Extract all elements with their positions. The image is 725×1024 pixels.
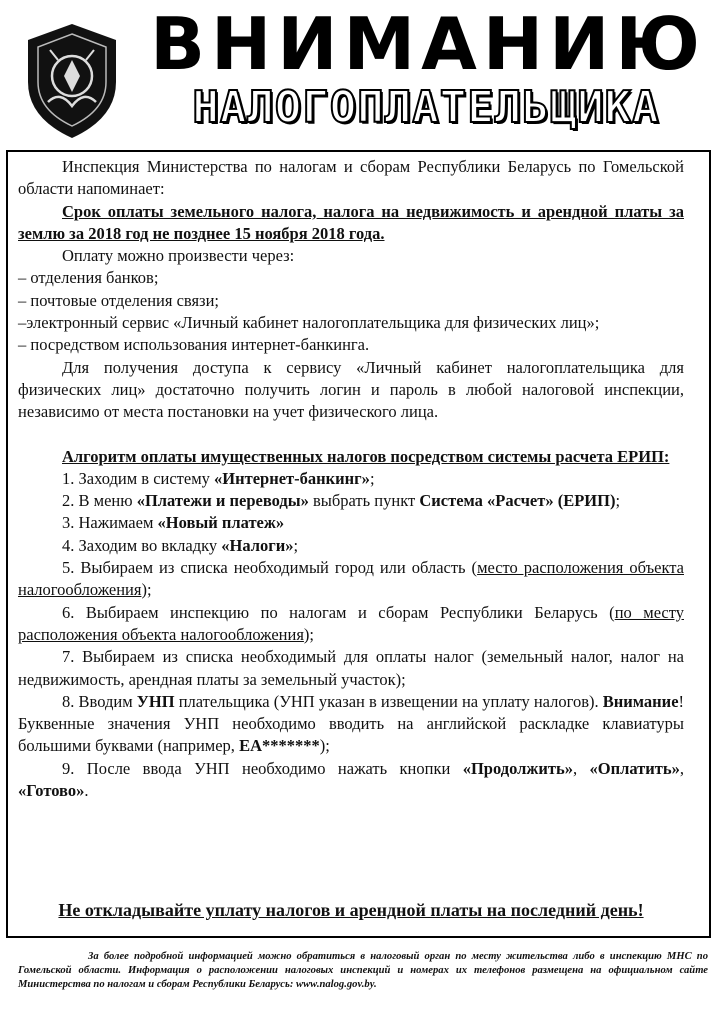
- poster-title: ВНИМАНИЮ: [150, 2, 706, 86]
- list-item: – почтовые отделения связи;: [18, 290, 219, 310]
- footer-note: За более подробной информацией можно обратиться в налоговый орган по месту жительства либо в инспекцию МНС по Гомельской области. Информация о расположении налоговых инспекций и номерах их телефонов размещена на официальном сайте Министерства по налогам и сборам Республики Беларусь: www.nalog.gov.by.: [18, 951, 708, 990]
- algorithm-step: 6. Выбираем инспекцию по налогам и сборам Республики Беларусь (по месту расположения объекта налогообложения);: [18, 602, 684, 644]
- deadline-text: Срок оплаты земельного налога, налога на недвижимость и арендной платы за землю за 2018 год не позднее 15 ноября 2018 года.: [18, 201, 684, 243]
- list-item: –электронный сервис «Личный кабинет налогоплательщика для физических лиц»;: [18, 313, 600, 333]
- pay-via-text: Оплату можно произвести через:: [62, 246, 295, 266]
- intro-line: Инспекция Министерства по налогам и сборам Республики Беларусь по Гомельской области напоминает:: [18, 157, 684, 199]
- tax-ministry-emblem-icon: [18, 20, 126, 142]
- algorithm-step: 4. Заходим во вкладку «Налоги»;: [62, 535, 299, 555]
- algorithm-step: 7. Выбираем из списка необходимый для оплаты налог (земельный налог, налог на недвижимость, арендная платы за земельный участок);: [18, 647, 684, 689]
- algorithm-step: 1. Заходим в систему «Интернет-банкинг»;: [62, 468, 375, 488]
- algorithm-step: 5. Выбираем из списка необходимый город или область (место расположения объекта налогообложения);: [18, 558, 684, 600]
- algorithm-step: 3. Нажимаем «Новый платеж»: [62, 513, 285, 533]
- list-item: – посредством использования интернет-банкинга.: [18, 335, 370, 355]
- poster-header: [0, 0, 725, 150]
- algorithm-step: 9. После ввода УНП необходимо нажать кнопки «Продолжить», «Оплатить», «Готово».: [18, 758, 685, 801]
- algorithm-step: 2. В меню «Платежи и переводы» выбрать пункт Система «Расчет» (ЕРИП);: [62, 491, 621, 511]
- algorithm-step: 8. Вводим УНП плательщика (УНП указан в извещении на уплату налогов). Внимание! Буквенные значения УНП необходимо вводить на английской раскладке клавиатуры большими буквами (например, ЕА*******);: [18, 691, 685, 756]
- poster-subtitle: НАЛОГОПЛАТЕЛЬЩИКА: [192, 82, 660, 133]
- algorithm-heading: Алгоритм оплаты имущественных налогов посредством системы расчета ЕРИП:: [62, 446, 670, 466]
- final-warning: Не откладывайте уплату налогов и арендной платы на последний день!: [58, 900, 644, 920]
- notice-body: [18, 156, 684, 802]
- footer-site-link[interactable]: www.nalog.gov.by: [296, 979, 375, 990]
- footer-text: За более подробной информацией можно обратиться в налоговый орган по месту жительства либо в инспекцию МНС по Гомельской области. Информация о расположении налоговых инспекций и номерах их телефонов размещена на официальном сайте Министерства по налогам и сборам Республики Беларусь:: [18, 951, 708, 990]
- list-item: – отделения банков;: [18, 268, 159, 288]
- access-info: Для получения доступа к сервису «Личный кабинет налогоплательщика для физических лиц» достаточно получить логин и пароль в любой налоговой инспекции, независимо от места постановки на учет физического лица.: [18, 357, 684, 422]
